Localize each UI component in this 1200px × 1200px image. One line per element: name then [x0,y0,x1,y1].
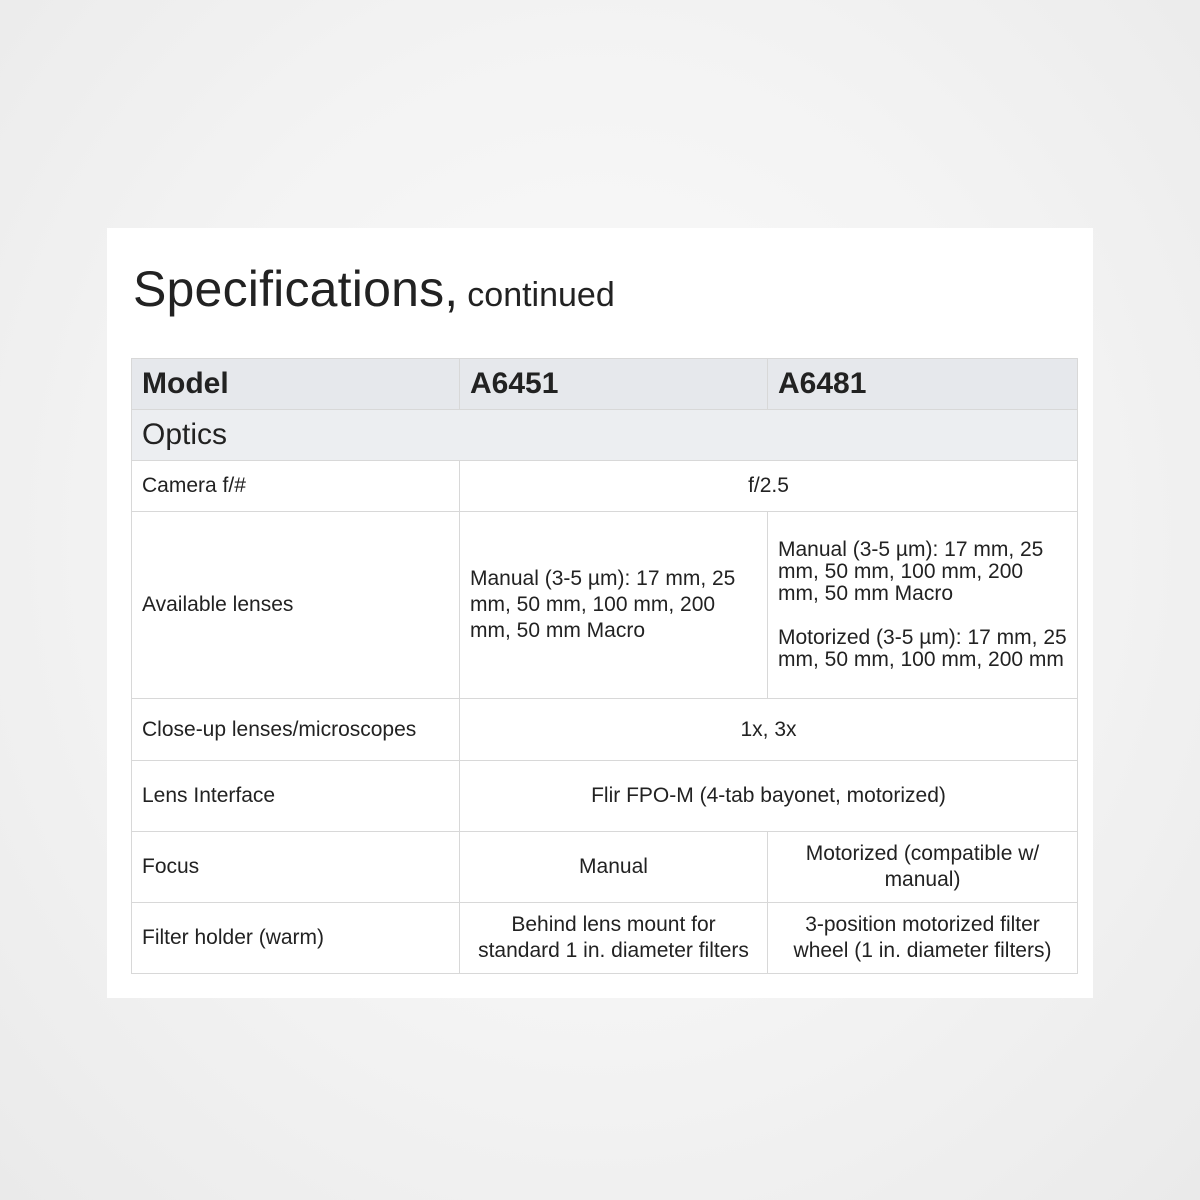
row-label: Focus [132,832,460,903]
header-model-a6451: A6451 [460,359,768,410]
row-value-a6451: Manual (3-5 µm): 17 mm, 25 mm, 50 mm, 100 mm, 200 mm, 50 mm Macro [460,512,768,699]
spec-sheet-card [107,228,1093,998]
section-title: Optics [132,410,1078,461]
table-header-row [132,359,1078,410]
lens-list-manual: Manual (3-5 µm): 17 mm, 25 mm, 50 mm, 100 mm, 200 mm, 50 mm Macro [778,538,1044,605]
title-main: Specifications, [133,261,459,317]
table-row [132,512,1078,699]
table-row [132,699,1078,761]
title-continued: continued [467,276,615,314]
row-value-a6481 [768,512,1078,699]
table-row [132,761,1078,832]
table-row [132,832,1078,903]
section-row-optics [132,410,1078,461]
row-value-a6451: Manual [460,832,768,903]
page-title [133,261,615,317]
row-value-a6451: Behind lens mount for standard 1 in. diameter filters [460,903,768,974]
row-label: Lens Interface [132,761,460,832]
row-value: Flir FPO-M (4-tab bayonet, motorized) [460,761,1078,832]
row-label: Camera f/# [132,461,460,512]
row-value: f/2.5 [460,461,1078,512]
row-value: 1x, 3x [460,699,1078,761]
specifications-table [131,358,1078,974]
row-value-a6481: 3-position motorized filter wheel (1 in. diameter filters) [768,903,1078,974]
header-model-a6481: A6481 [768,359,1078,410]
table-row [132,461,1078,512]
row-label: Close-up lenses/microscopes [132,699,460,761]
row-label: Filter holder (warm) [132,903,460,974]
row-label: Available lenses [132,512,460,699]
header-model-label: Model [132,359,460,410]
row-value-a6481: Motorized (compatible w/ manual) [768,832,1078,903]
table-row [132,903,1078,974]
lens-list-motorized: Motorized (3-5 µm): 17 mm, 25 mm, 50 mm, 100 mm, 200 mm [778,626,1067,671]
